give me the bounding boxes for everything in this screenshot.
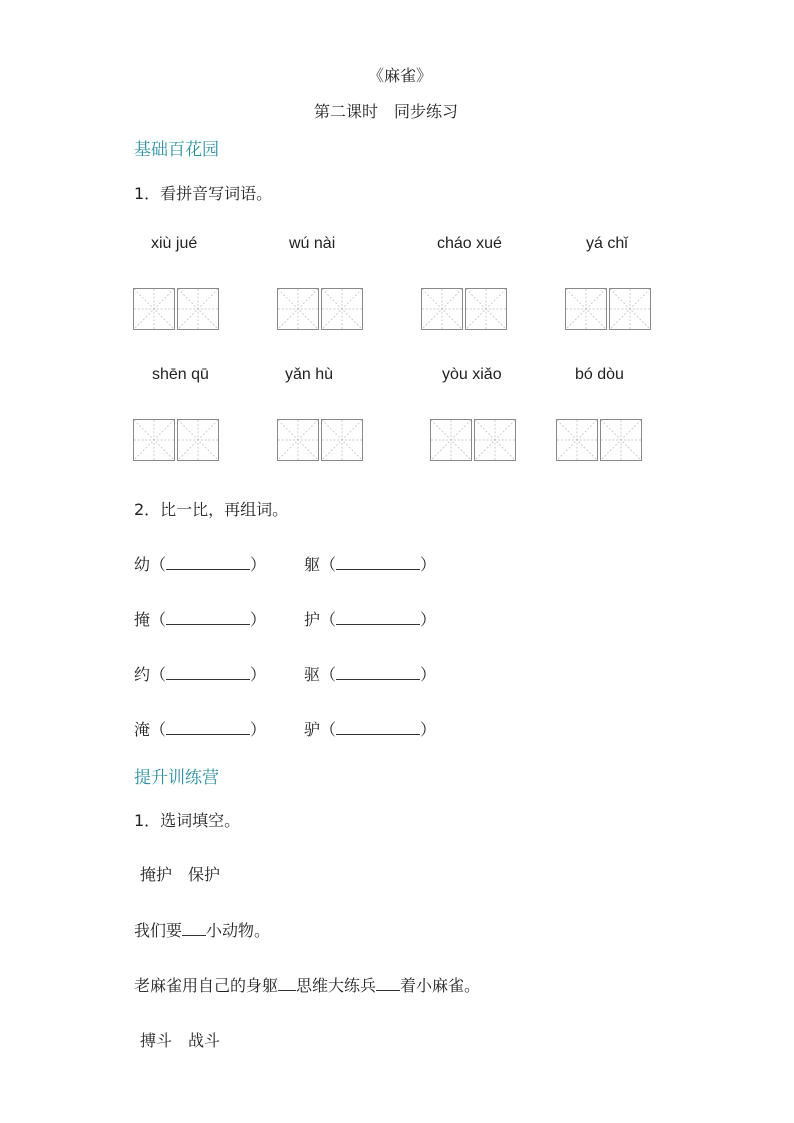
paren-open: （: [150, 610, 167, 629]
answer-blank[interactable]: [336, 569, 420, 570]
pinyin-label: yǎn hù: [285, 366, 334, 383]
grid-cell[interactable]: [321, 288, 363, 330]
compare-char: 躯: [304, 555, 321, 574]
compare-char: 护: [304, 610, 321, 629]
grid-cell[interactable]: [133, 419, 175, 461]
writing-grid[interactable]: [133, 419, 219, 461]
fill-blank[interactable]: [182, 935, 206, 936]
grid-cell[interactable]: [600, 419, 642, 461]
compare-char: 淹: [134, 720, 151, 739]
writing-grid[interactable]: [277, 419, 363, 461]
paren-close: ）: [250, 610, 267, 629]
grid-cell[interactable]: [609, 288, 651, 330]
page-title: 《麻雀》: [368, 66, 433, 85]
compare-item: [304, 717, 436, 740]
grid-cell[interactable]: [177, 419, 219, 461]
paren-open: （: [320, 555, 337, 574]
grid-cell[interactable]: [133, 288, 175, 330]
paren-close: ）: [250, 720, 267, 739]
question-pinyin: 1．看拼音写词语。: [134, 184, 273, 203]
grid-cell[interactable]: [474, 419, 516, 461]
sentence-text: 思维大练兵: [296, 976, 377, 995]
writing-grid[interactable]: [421, 288, 507, 330]
paren-close: ）: [420, 610, 437, 629]
pinyin-label: bó dòu: [575, 366, 624, 383]
answer-blank[interactable]: [166, 679, 250, 680]
writing-grid[interactable]: [133, 288, 219, 330]
grid-cell[interactable]: [277, 288, 319, 330]
compare-item: [304, 607, 436, 630]
compare-char: 掩: [134, 610, 151, 629]
answer-blank[interactable]: [166, 624, 250, 625]
page-subtitle: 第二课时 同步练习: [314, 102, 459, 121]
paren-open: （: [150, 720, 167, 739]
sentence-text: 着小麻雀。: [400, 976, 481, 995]
paren-close: ）: [250, 665, 267, 684]
sentence-1: [134, 918, 270, 941]
question-fill-words: 1．选词填空。: [134, 811, 241, 830]
fill-blank[interactable]: [278, 990, 296, 991]
compare-item: [134, 662, 266, 685]
word-choices: 搏斗 战斗: [140, 1031, 221, 1050]
answer-blank[interactable]: [336, 624, 420, 625]
compare-char: 幼: [134, 555, 151, 574]
fill-blank[interactable]: [376, 990, 400, 991]
writing-grid[interactable]: [556, 419, 642, 461]
compare-char: 驱: [304, 665, 321, 684]
sentence-text: 老麻雀用自己的身躯: [134, 976, 279, 995]
grid-cell[interactable]: [321, 419, 363, 461]
answer-blank[interactable]: [166, 569, 250, 570]
paren-open: （: [150, 555, 167, 574]
grid-cell[interactable]: [556, 419, 598, 461]
paren-close: ）: [420, 665, 437, 684]
answer-blank[interactable]: [166, 734, 250, 735]
paren-close: ）: [420, 720, 437, 739]
grid-cell[interactable]: [565, 288, 607, 330]
grid-cell[interactable]: [430, 419, 472, 461]
paren-open: （: [320, 610, 337, 629]
paren-close: ）: [250, 555, 267, 574]
pinyin-label: shēn qū: [152, 366, 209, 383]
sentence-text: 小动物。: [206, 921, 271, 940]
word-choices: 掩护 保护: [140, 865, 221, 884]
answer-blank[interactable]: [336, 679, 420, 680]
compare-char: 约: [134, 665, 151, 684]
sentence-2: [134, 973, 480, 996]
pinyin-label: xiù jué: [151, 235, 198, 252]
pinyin-label: yá chǐ: [586, 235, 628, 252]
compare-item: [304, 552, 436, 575]
grid-cell[interactable]: [177, 288, 219, 330]
answer-blank[interactable]: [336, 734, 420, 735]
section-heading-basic: 基础百花园: [134, 140, 219, 160]
compare-item: [134, 552, 266, 575]
grid-cell[interactable]: [465, 288, 507, 330]
writing-grid[interactable]: [565, 288, 651, 330]
compare-item: [134, 717, 266, 740]
paren-open: （: [150, 665, 167, 684]
writing-grid[interactable]: [277, 288, 363, 330]
pinyin-label: yòu xiǎo: [442, 366, 502, 383]
grid-cell[interactable]: [421, 288, 463, 330]
pinyin-label: wú nài: [289, 235, 336, 252]
paren-open: （: [320, 665, 337, 684]
pinyin-label: cháo xué: [437, 235, 502, 252]
paren-open: （: [320, 720, 337, 739]
writing-grid[interactable]: [430, 419, 516, 461]
question-compare: 2．比一比，再组词。: [134, 500, 289, 519]
section-heading-advanced: 提升训练营: [134, 768, 219, 788]
paren-close: ）: [420, 555, 437, 574]
compare-item: [304, 662, 436, 685]
sentence-text: 我们要: [134, 921, 183, 940]
compare-item: [134, 607, 266, 630]
grid-cell[interactable]: [277, 419, 319, 461]
compare-char: 驴: [304, 720, 321, 739]
